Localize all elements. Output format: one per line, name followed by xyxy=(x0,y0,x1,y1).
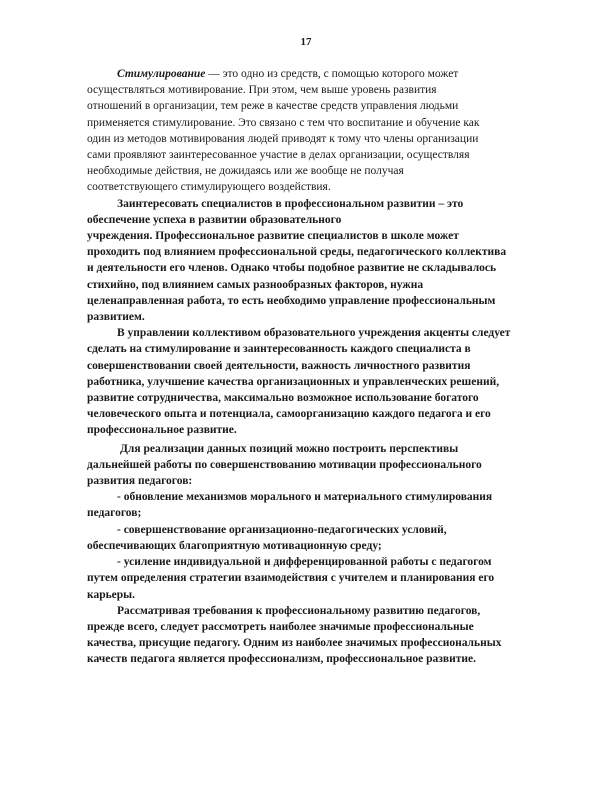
text-line: - совершенствование организационно-педагогических условий, xyxy=(117,523,447,536)
text-line: сами проявляют заинтересованное участие в делах организации, осуществляя xyxy=(87,149,470,162)
text-line: обеспечивающих благоприятную мотивационную среду; xyxy=(87,539,382,552)
paragraph-requirements xyxy=(87,603,537,668)
text-line: сделать на стимулирование и заинтересованность каждого специалиста в xyxy=(87,343,471,356)
text-line: отношений в организации, тем реже в качестве средств управления людьми xyxy=(87,100,459,113)
text-line: целенаправленная работа, то есть необходимо управление профессиональным xyxy=(87,294,496,307)
paragraph-perspectives xyxy=(87,441,537,490)
text-line: человеческого опыта и потенциала, самоорганизацию каждого педагога и его xyxy=(87,408,491,421)
text-line: стихийно, под влиянием самых разнообразных факторов, нужна xyxy=(87,278,424,291)
text-line: педагогов; xyxy=(87,507,142,520)
text-line: путем определения стратегии взаимодействия с учителем и планирования его xyxy=(87,572,495,585)
text-line: прежде всего, следует рассмотреть наиболее значимые профессиональные xyxy=(87,620,474,633)
text-line: развития педагогов: xyxy=(87,475,193,488)
text-line: работника, улучшение качества организационных и управленческих решений, xyxy=(87,375,500,388)
text-line: и деятельности его членов. Однако чтобы подобное развитие не складывалось xyxy=(87,262,497,275)
text-line: качеств педагога является профессионализм, профессиональное развитие. xyxy=(87,653,476,666)
text-line: обеспечение успеха в развитии образовательного xyxy=(87,213,342,226)
text-line: профессиональное развитие. xyxy=(87,424,237,437)
text-line: - обновление механизмов морального и материального стимулирования xyxy=(117,491,493,504)
text-line: качества, присущие педагогу. Одним из наиболее значимых профессиональных xyxy=(87,637,502,650)
text-line: - усиление индивидуальной и дифференцированной работы с педагогом xyxy=(117,556,492,569)
page-number: 17 xyxy=(300,36,312,48)
text-line: Для реализации данных позиций можно построить перспективы xyxy=(120,442,459,455)
text-line: В управлении коллективом образовательного учреждения акценты следует xyxy=(117,327,511,340)
list-item xyxy=(87,522,537,554)
text-line: развитие сотрудничества, максимально возможное использование богатого xyxy=(87,392,479,405)
text-line: один из методов мотивирования людей приводят к тому что члены организации xyxy=(87,132,479,145)
document-body xyxy=(87,66,537,668)
paragraph-management xyxy=(87,325,537,438)
text-line: применяется стимулирование. Это связано с тем что воспитание и обучение как xyxy=(87,116,480,129)
text-line: развитием. xyxy=(87,311,145,324)
paragraph-stimulation xyxy=(87,66,537,196)
text-line: соответствующего стимулирующего воздействия. xyxy=(87,181,331,194)
term-stimulation: Стимулирование xyxy=(117,68,206,80)
list-item xyxy=(87,554,537,603)
text-line: проходить под влиянием профессиональной среды, педагогического коллектива xyxy=(87,246,507,259)
text-line: карьеры. xyxy=(87,588,136,601)
paragraph-interest xyxy=(87,196,537,326)
text-line: учреждения. Профессиональное развитие специалистов в школе может xyxy=(87,230,459,243)
text-line xyxy=(117,66,537,82)
text-line: совершенствовании своей деятельности, важность личностного развития xyxy=(87,359,471,372)
list-item xyxy=(87,489,537,521)
text-line: Заинтересовать специалистов в профессиональном развитии – это xyxy=(117,197,464,210)
text-line: Рассматривая требования к профессиональному развитию педагогов, xyxy=(117,604,481,617)
text-line: дальнейшей работы по совершенствованию мотивации профессионального xyxy=(87,458,482,471)
text-line: необходимые действия, не дожидаясь или же вообще не получая xyxy=(87,165,404,178)
list-measures xyxy=(87,489,537,602)
text-fragment: — это одно из средств, с помощью которого может xyxy=(205,68,459,80)
text-line: осуществляться мотивирование. При этом, чем выше уровень развития xyxy=(87,84,437,97)
